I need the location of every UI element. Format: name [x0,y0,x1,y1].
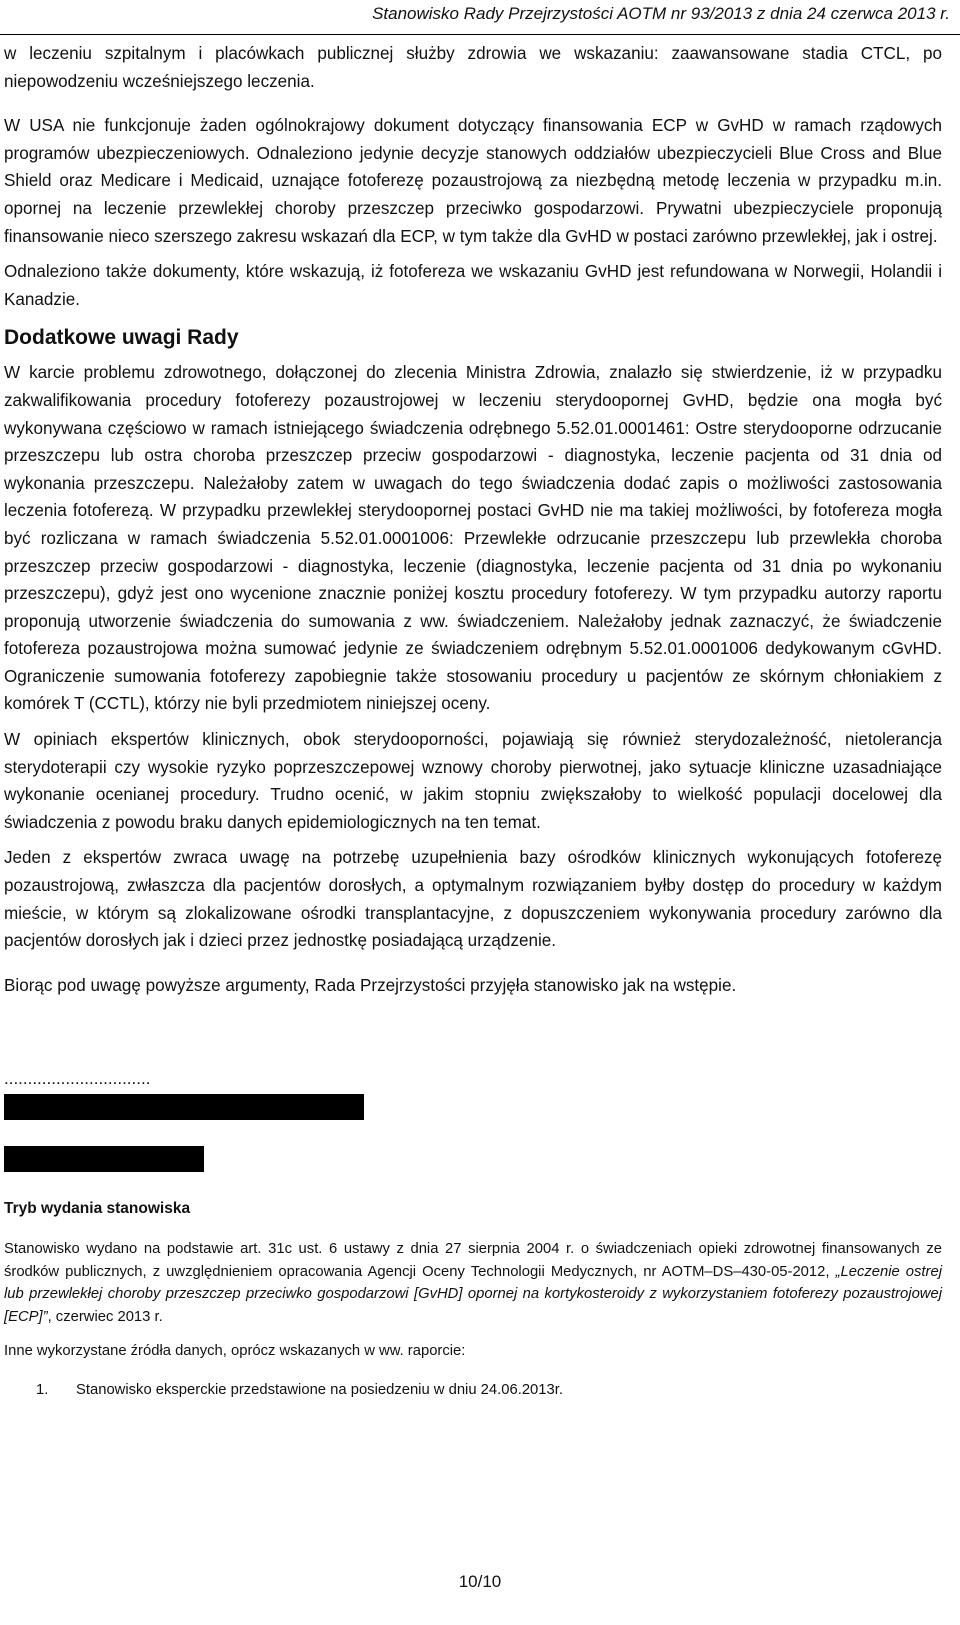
paragraph-karta: W karcie problemu zdrowotnego, dołączonej do zlecenia Ministra Zdrowia, znalazło się stwierdzenie, iż w przypadku zakwalifikowania procedury fotoferezy pozaustrojowej w leczeniu sterydoopornej GvHD, będzie ona mogła być wykonywana częściowo w ramach istniejącego świadczenia odrębnego 5.52.01.0001461: Ostre sterydooporne odrzucanie przeszczepu lub ostra choroba przeszczep przeciw gospodarzowi - diagnostyka, leczenie pacjenta od 31 dnia od wykonania przeszczepu. Należałoby zatem w uwagach do tego świadczenia dodać zapis o możliwości zastosowania leczenia fotoferezą. W przypadku przewlekłej sterydoopornej postaci GvHD nie ma takiej możliwości, by fotofereza mogła być rozliczana w ramach świadczenia 5.52.01.0001006: Przewlekłe odrzucanie przeszczepu lub przewlekła choroba przeszczep przeciw gospodarzowi - diagnostyka, leczenie (diagnostyka, leczenie pacjenta od 31 dnia po wykonaniu przeszczepu), gdyż jest ono wycenione znacznie poniżej kosztu procedury fotoferezy. W tym przypadku autorzy raportu proponują utworzenie świadczenia do sumowania z ww. świadczeniem. Należałoby jednak zaznaczyć, że świadczenie fotofereza pozaustrojowa można sumować jedynie ze świadczeniem odrębnym 5.52.01.0001006 dedykowanym cGvHD. Ograniczenie sumowania fotoferezy zapobiegnie także stosowaniu procedury u pacjentów ze skórnym chłoniakiem z komórek T (CCTL), którzy nie byli przedmiotem niniejszej oceny. [4,363,942,714]
header-divider [0,34,960,35]
redacted-block [4,1146,204,1172]
paragraph-usa: W USA nie funkcjonuje żaden ogólnokrajowy dokument dotyczący finansowania ECP w GvHD w ramach rządowych programów ubezpieczeniowych. Odnaleziono jedynie decyzje stanowych oddziałów ubezpieczycieli Blue Cross and Blue Shield oraz Medicare i Medicaid, uznające fotoferezę pozaustrojową za niezbędną metodę leczenia w przypadku m.in. opornej na leczenie przewlekłej choroby przeszczep przeciwko gospodarzowi. Prywatni ubezpieczyciele proponują finansowanie nieco szerszego zakresu wskazań dla ECP, w tym także dla GvHD w postaci zarówno przewlekłej, jak i ostrej. [4,116,942,246]
list-item-text: Stanowisko eksperckie przedstawione na posiedzeniu w dniu 24.06.2013r. [76,1381,563,1398]
tryb-heading: Tryb wydania stanowiska [4,1200,191,1218]
page-number: 10/10 [458,1572,502,1591]
list-item-number: 1. [36,1381,49,1398]
sources-list [4,1379,942,1401]
tryb-text [4,1238,942,1328]
paragraph-conclusion: Biorąc pod uwagę powyższe argumenty, Rada Przejrzystości przyjęła stanowisko jak na wstępie. [4,975,737,995]
section-heading: Dodatkowe uwagi Rady [4,326,239,350]
paragraph-refund: Odnaleziono także dokumenty, które wskazują, iż fotofereza we wskazaniu GvHD jest refundowana w Norwegii, Holandii i Kanadzie. [4,262,942,309]
sources-intro: Inne wykorzystane źródła danych, oprócz wskazanych w ww. raporcie: [4,1343,466,1360]
paragraph-ekspert: Jeden z ekspertów zwraca uwagę na potrzebę uzupełnienia bazy ośrodków klinicznych wykonujących fotoferezę pozaustrojową, zwłaszcza dla pacjentów dorosłych, a optymalnym rozwiązaniem byłby dostęp do procedury w każdym mieście, w którym są zlokalizowane ośrodki transplantacyjne, z dopuszczeniem wykonywania procedury zarówno dla pacjentów dorosłych jak i dzieci przez jednostkę posiadającą urządzenie. [4,848,942,951]
paragraph-opinie: W opiniach ekspertów klinicznych, obok sterydooporności, pojawiają się również sterydozależność, nietolerancja sterydoterapii czy wysokie ryzyko poprzeszczepowej wznowy choroby pierwotnej, jako sytuacje kliniczne uzasadniające wykonanie ocenianej procedury. Trudno ocenić, w jakim stopniu zwiększałoby to wielkość populacji docelowej dla świadczenia z powodu braku danych epidemiologicznych na ten temat. [4,730,942,832]
tryb-text-plain: Stanowisko wydano na podstawie art. 31c ust. 6 ustawy z dnia 27 sierpnia 2004 r. o świadczeniach opieki zdrowotnej finansowanych ze środków publicznych, z uwzględnieniem opracowania Agencji Oceny Technologii Medycznych, nr AOTM–DS–430-05-2012, [4,1241,942,1280]
document-body [4,40,942,1401]
list-item [4,1379,942,1401]
redacted-block [4,1094,364,1120]
paragraph-ctcl: w leczeniu szpitalnym i placówkach publicznej służby zdrowia we wskazaniu: zaawansowane stadia CTCL, po niepowodzeniu wcześniejszego leczenia. [4,44,942,91]
page-header-title: Stanowisko Rady Przejrzystości AOTM nr 93/2013 z dnia 24 czerwca 2013 r. [372,4,950,23]
tryb-report-title: „Leczenie ostrej lub przewlekłej choroby przeszczep przeciwko gospodarzowi [GvHD] opornej na kortykosteroidy z wykorzystaniem fotoferezy pozaustrojowej [ECP]” [4,1263,942,1325]
tryb-text-end: , czerwiec 2013 r. [47,1308,163,1325]
signature-line: ............................... [4,1069,151,1089]
